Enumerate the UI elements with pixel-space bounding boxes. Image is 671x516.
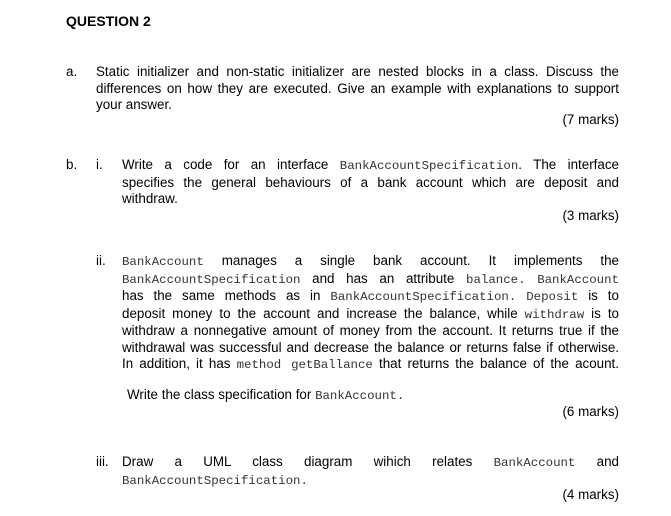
part-b-iii-label: iii.	[96, 454, 109, 469]
part-a-line-1: Static initializer and non-static initializer are nested blocks in a class. Discuss the	[96, 64, 619, 79]
part-a-line-2: differences on how they are executed. Give an example with explanations to support	[96, 80, 619, 96]
part-b-ii-line-6: withdrawal was successful and decrease the balance or returns false if otherwise.	[122, 339, 619, 355]
part-b-iii-line-1	[122, 454, 619, 472]
part-b-ii-line-5: withdraw a nonnegative amount of money from the account. It returns true if the	[122, 323, 619, 338]
code-run: BankAccountSpecification	[122, 272, 301, 287]
part-b-ii-label: ii.	[96, 253, 106, 268]
part-a-text	[96, 64, 619, 114]
part-b-ii-task	[127, 387, 404, 405]
code-run: BankAccount	[493, 456, 576, 470]
code-run: Deposit	[526, 290, 579, 304]
text-run: that returns the balance of the acount.	[379, 356, 619, 371]
part-b-i-marks: (3 marks)	[562, 208, 619, 223]
text-run: and has an attribute	[312, 270, 455, 286]
code-run: BankAccount.	[315, 389, 405, 403]
code-run: BankAccount	[537, 272, 619, 287]
part-b-i-text	[122, 157, 619, 208]
part-b-i-line-3: withdraw.	[122, 191, 178, 206]
text-run: manages a single bank account. It implements the	[221, 253, 619, 268]
code-run: BankAccount	[122, 255, 204, 269]
part-b-ii-line-2	[122, 271, 619, 289]
part-a-marks: (7 marks)	[562, 112, 619, 127]
code-run: BankAccountSpecification.	[122, 473, 308, 488]
text-run: is to	[591, 305, 619, 321]
part-a-line-3: your answer.	[96, 97, 172, 112]
part-b-label: b.	[66, 157, 78, 172]
part-b-i-line-2: specifies the general behaviours of a bank account which are deposit and	[122, 174, 619, 190]
part-b-ii-marks: (6 marks)	[562, 404, 619, 419]
text-run: deposit money to the account and increase the balance, while	[122, 305, 518, 321]
text-run: and	[596, 454, 619, 469]
code-run: balance.	[466, 272, 526, 287]
part-b-i-line-1	[122, 157, 619, 175]
code-run: method getBallance	[236, 358, 373, 372]
text-run: has the same methods as in	[122, 288, 321, 303]
text-run: Write the class specification for	[127, 387, 312, 402]
text-run: In addition, it has	[122, 356, 231, 371]
part-b-ii-line-3	[122, 288, 619, 306]
code-run: BankAccountSpecification	[339, 159, 519, 173]
text-run: Write a code for an interface	[122, 157, 329, 172]
part-b-ii-line-1	[122, 253, 619, 271]
part-b-iii-line-2	[122, 472, 619, 490]
text-run: is to	[588, 288, 619, 303]
part-a-label: a.	[66, 64, 78, 79]
part-b-ii-line-4	[122, 306, 619, 324]
question-title: QUESTION 2	[66, 13, 151, 29]
code-run: withdraw	[524, 307, 585, 322]
text-run: . The interface	[518, 157, 619, 172]
code-run: BankAccountSpecification.	[330, 290, 517, 304]
part-b-i-label: i.	[96, 157, 103, 172]
part-b-iii-marks: (4 marks)	[562, 487, 619, 502]
part-b-ii-text	[122, 253, 619, 374]
text-run: Draw a UML class diagram wihich relates	[122, 454, 473, 469]
part-b-iii-text	[122, 454, 619, 489]
part-b-ii-line-7	[122, 356, 619, 374]
